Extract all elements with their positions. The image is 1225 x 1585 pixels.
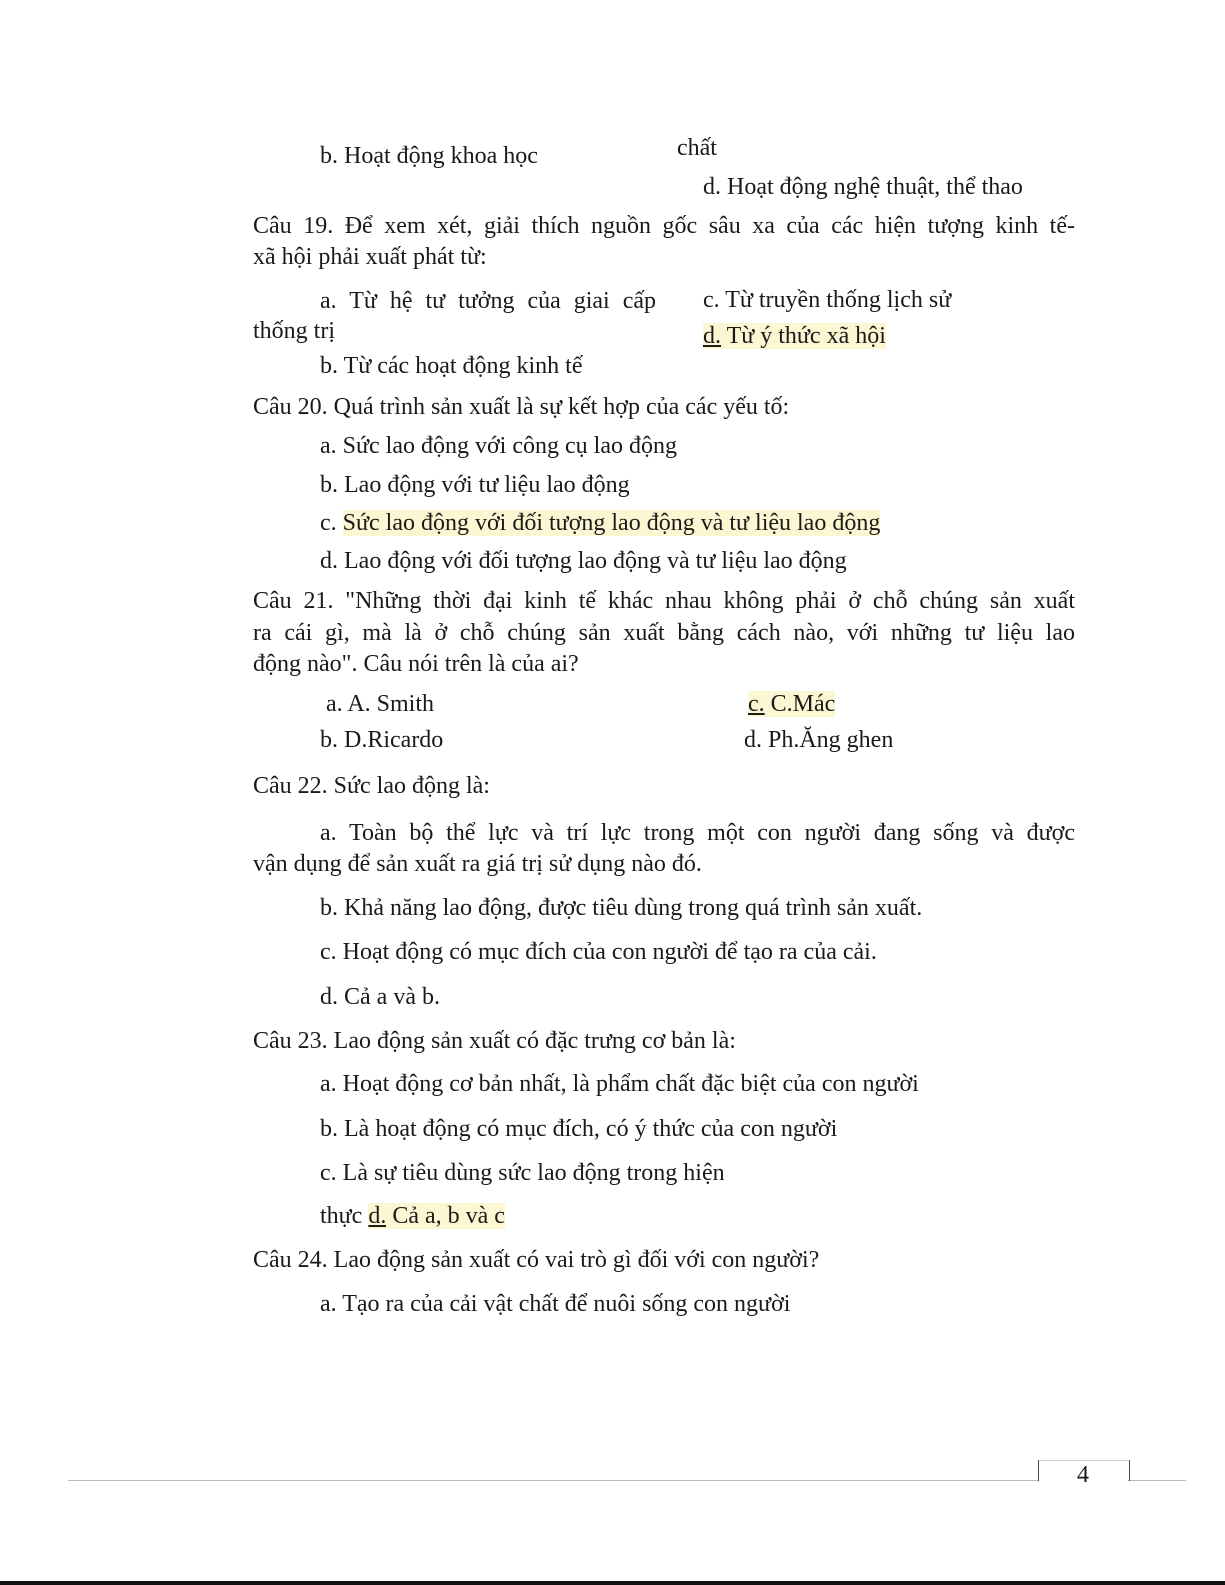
q20-text: Câu 20. Quá trình sản xuất là sự kết hợp của các yếu tố: [253,394,790,420]
answer-letter: d. [368,1203,387,1229]
q20-option-d: d. Lao động với đối tượng lao động và tư liệu lao động [320,548,847,574]
q23-option-b: b. Là hoạt động có mục đích, có ý thức của con người [320,1116,838,1142]
footer-rule-right [1128,1480,1186,1481]
q19-option-b: b. Từ các hoạt động kinh tế [320,353,583,379]
q22-option-a-cont: vận dụng để sản xuất ra giá trị sử dụng nào đó. [253,851,702,877]
answer-text: Sức lao động với đối tượng lao động và tư liệu lao động [342,510,881,536]
q18-option-b: b. Hoạt động khoa học [320,143,538,169]
q21-text-line1: Câu 21. "Những thời đại kinh tế khác nhau không phải ở chỗ chúng sản xuất [253,588,1075,614]
bottom-edge [0,1581,1225,1585]
q18-option-c-tail: chất [677,135,717,161]
q20-option-c-answer [320,508,880,538]
q20-option-b: b. Lao động với tư liệu lao động [320,472,630,498]
answer-text: Từ ý thức xã hội [721,323,886,349]
page-number: 4 [1077,1462,1089,1488]
q22-option-a: a. Toàn bộ thể lực và trí lực trong một con người đang sống và được [320,820,1075,846]
answer-text: Cả a, b và c [386,1203,505,1229]
q21-option-b: b. D.Ricardo [320,727,444,753]
q18-option-d: d. Hoạt động nghệ thuật, thể thao [703,174,1023,200]
q21-option-c-answer [748,689,835,719]
answer-letter: c. [748,691,765,717]
q19-text-line1: Câu 19. Để xem xét, giải thích nguồn gốc sâu xa của các hiện tượng kinh tế- [253,213,1075,239]
q19-option-c: c. Từ truyền thống lịch sử [703,287,952,313]
q23-option-a: a. Hoạt động cơ bản nhất, là phẩm chất đặc biệt của con người [320,1071,919,1097]
q19-option-a: a. Từ hệ tư tưởng của giai cấp [320,288,656,314]
footer-rule-left [68,1480,1038,1481]
q22-option-d: d. Cả a và b. [320,984,440,1010]
q19-option-a-cont: thống trị [253,318,335,344]
q23-option-d-answer [320,1201,505,1231]
q23-option-c: c. Là sự tiêu dùng sức lao động trong hiện [320,1160,725,1186]
q24-text: Câu 24. Lao động sản xuất có vai trò gì đối với con người? [253,1247,820,1273]
q22-option-c: c. Hoạt động có mục đích của con người để tạo ra của cải. [320,939,877,965]
q20-option-a: a. Sức lao động với công cụ lao động [320,433,677,459]
q22-option-b: b. Khả năng lao động, được tiêu dùng trong quá trình sản xuất. [320,895,923,921]
answer-text: C.Mác [764,691,836,717]
option-c-tail: thực [320,1203,369,1229]
q21-option-d: d. Ph.Ăng ghen [744,727,894,753]
q19-text-line2: xã hội phải xuất phát từ: [253,244,487,270]
q23-text: Câu 23. Lao động sản xuất có đặc trưng cơ bản là: [253,1028,736,1054]
q22-text: Câu 22. Sức lao động là: [253,773,490,799]
q24-option-a: a. Tạo ra của cải vật chất để nuôi sống con người [320,1291,791,1317]
option-letter: c. [320,510,343,536]
answer-letter: d. [703,323,721,349]
q21-option-a: a. A. Smith [326,691,435,717]
q21-text-line3: động nào". Câu nói trên là của ai? [253,651,579,677]
q21-text-line2: ra cái gì, mà là ở chỗ chúng sản xuất bằng cách nào, với những tư liệu lao [253,620,1075,646]
q19-option-d-answer [703,321,886,351]
